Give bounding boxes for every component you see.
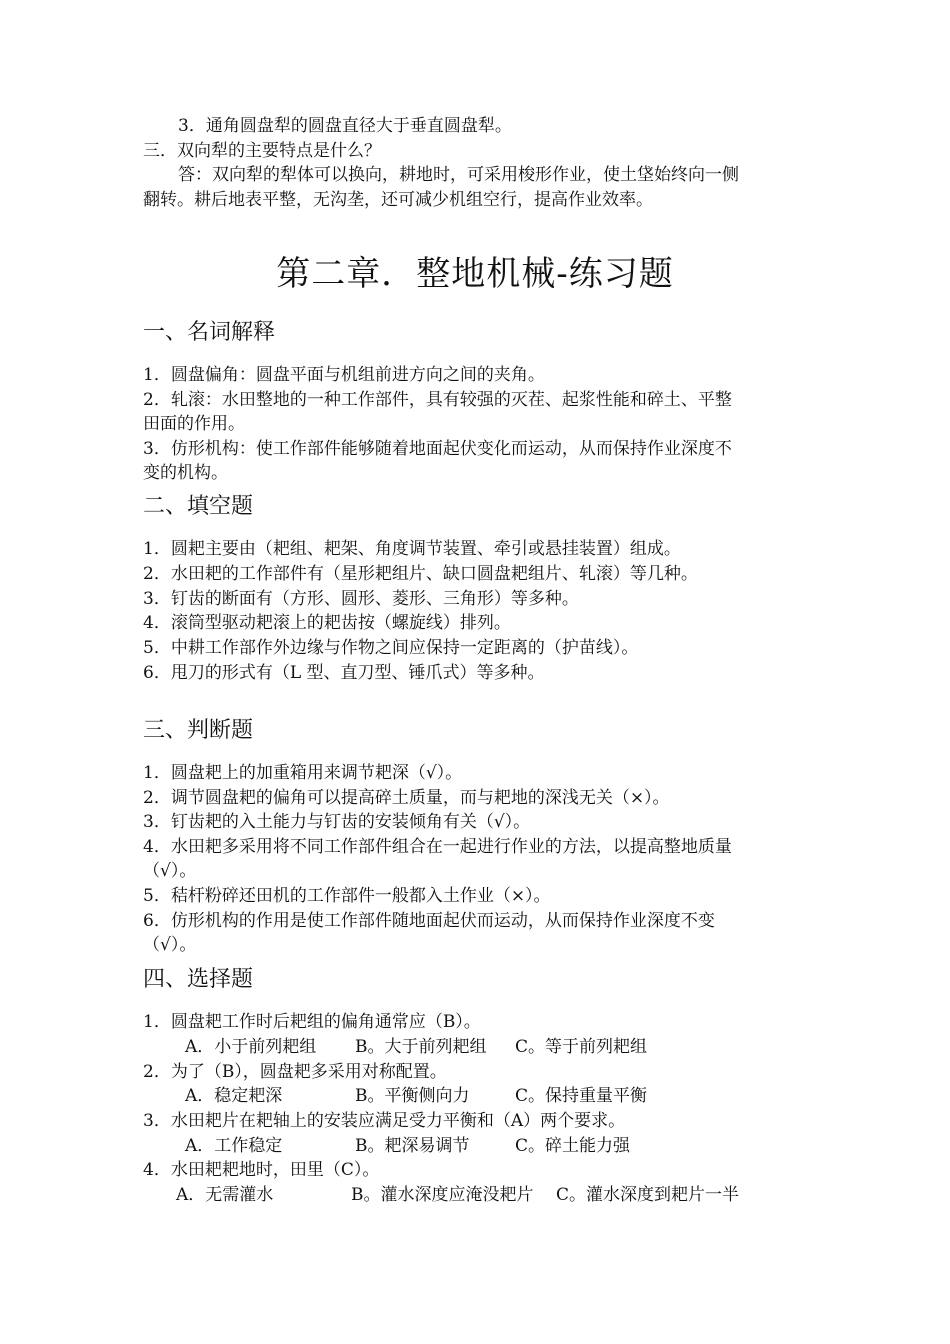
- option-c: C。等于前列耙组: [515, 1037, 648, 1057]
- option-c: C。保持重量平衡: [515, 1086, 648, 1106]
- option-b: B。耙深易调节: [355, 1136, 470, 1156]
- true-false-line: 5．秸杆粉碎还田机的工作部件一般都入土作业（×）。: [143, 886, 551, 906]
- fill-blank-line: 6．甩刀的形式有（L 型、直刀型、锤爪式）等多种。: [143, 663, 545, 683]
- option-a: A．小于前列耙组: [185, 1037, 317, 1057]
- fill-blank-line: 1．圆耙主要由（耙组、耙架、角度调节装置、牵引或悬挂装置）组成。: [143, 539, 681, 559]
- choice-question: 3．水田耙片在耙轴上的安装应满足受力平衡和（A）两个要求。: [143, 1111, 626, 1131]
- answer-text: 答：双向犁的犁体可以换向，耕地时，可采用梭形作业，使土垡始终向一侧: [178, 165, 739, 185]
- question-3: 三．双向犁的主要特点是什么？: [143, 141, 381, 161]
- fill-blank-line: 5．中耕工作部作外边缘与作物之间应保持一定距离的（护苗线）。: [143, 638, 639, 658]
- fill-blank-line: 4．滚筒型驱动耙滚上的耙齿按（螺旋线）排列。: [143, 613, 511, 633]
- fill-blank-line: 3．钉齿的断面有（方形、圆形、菱形、三角形）等多种。: [143, 589, 579, 609]
- definition-line: 变的机构。: [143, 463, 228, 483]
- true-false-line: （√）。: [143, 935, 197, 955]
- section-heading-multiple-choice: 四、选择题: [143, 967, 254, 992]
- option-a: A．稳定耙深: [185, 1086, 283, 1106]
- section-heading-definitions: 一、名词解释: [143, 320, 276, 345]
- choice-question: 4．水田耙耙地时，田里（C）。: [143, 1160, 380, 1180]
- choice-options: [185, 1134, 630, 1159]
- section-heading-fill-blank: 二、填空题: [143, 494, 254, 519]
- true-false-line: （√）。: [143, 861, 197, 881]
- definition-line: 1．圆盘偏角：圆盘平面与机组前进方向之间的夹角。: [143, 365, 545, 385]
- option-b: B。灌水深度应淹没耙片: [351, 1185, 534, 1205]
- true-false-line: 1．圆盘耙上的加重箱用来调节耙深（√）。: [143, 763, 463, 783]
- true-false-line: 4．水田耙多采用将不同工作部件组合在一起进行作业的方法，以提高整地质量: [143, 837, 732, 857]
- chapter-title: 第二章．整地机械-练习题: [276, 254, 674, 294]
- true-false-line: 6．仿形机构的作用是使工作部件随地面起伏而运动，从而保持作业深度不变: [143, 911, 715, 931]
- option-a: A．无需灌水: [176, 1185, 274, 1205]
- fill-blank-line: 2．水田耙的工作部件有（星形耙组片、缺口圆盘耙组片、轧滚）等几种。: [143, 564, 698, 584]
- choice-question: 2．为了（B），圆盘耙多采用对称配置。: [143, 1062, 447, 1082]
- choice-question: 1．圆盘耙工作时后耙组的偏角通常应（B）。: [143, 1012, 481, 1032]
- section-heading-true-false: 三、判断题: [143, 718, 254, 743]
- answer-text-cont: 翻转。耕后地表平整，无沟垄，还可减少机组空行，提高作业效率。: [143, 190, 653, 210]
- true-false-line: 3．钉齿耙的入土能力与钉齿的安装倾角有关（√）。: [143, 812, 531, 832]
- choice-options: [185, 1035, 647, 1060]
- option-b: B。平衡侧向力: [355, 1086, 470, 1106]
- true-false-line: 2．调节圆盘耙的偏角可以提高碎土质量，而与耙地的深浅无关（×）。: [143, 788, 670, 808]
- definition-line: 田面的作用。: [143, 414, 245, 434]
- definition-line: 3．仿形机构：使工作部件能够随着地面起伏变化而运动，从而保持作业深度不: [143, 439, 732, 459]
- choice-options: [185, 1084, 647, 1109]
- option-b: B。大于前列耙组: [355, 1037, 487, 1057]
- answer-line-3: 3．通角圆盘犁的圆盘直径大于垂直圆盘犁。: [178, 116, 512, 136]
- choice-options: [176, 1183, 739, 1208]
- option-c: C。灌水深度到耙片一半: [556, 1185, 740, 1205]
- definition-line: 2．轧滚：水田整地的一种工作部件，具有较强的灭茬、起浆性能和碎土、平整: [143, 390, 732, 410]
- option-a: A．工作稳定: [185, 1136, 283, 1156]
- option-c: C。碎土能力强: [515, 1136, 631, 1156]
